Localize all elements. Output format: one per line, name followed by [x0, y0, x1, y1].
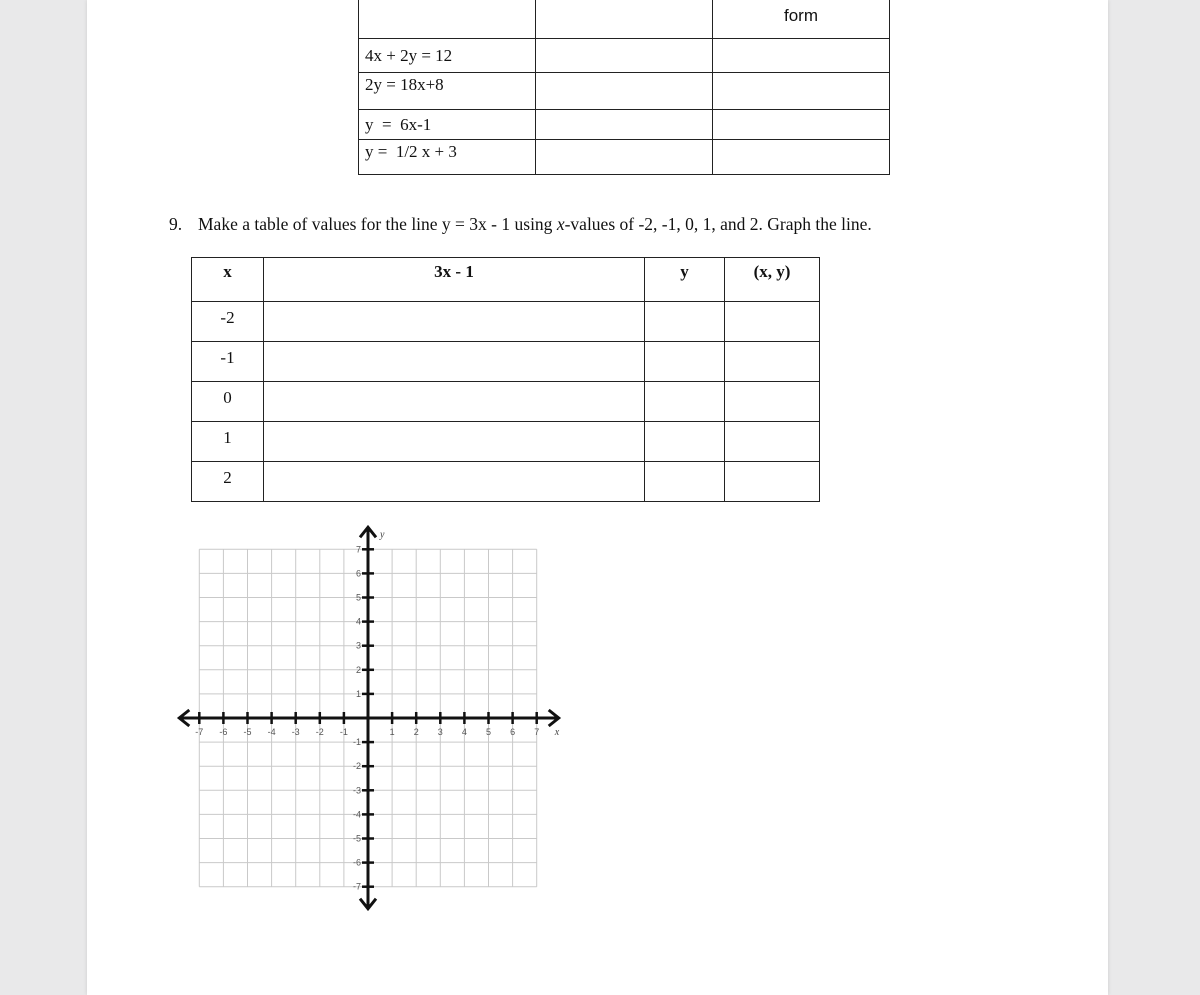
y-tick-label: -1: [352, 737, 361, 748]
y-tick-label: 4: [355, 616, 361, 627]
x-tick-label: -4: [267, 727, 276, 737]
x-value-cell: 0: [192, 382, 264, 422]
table-row: [359, 140, 890, 175]
y-tick-label: 5: [355, 592, 361, 603]
y-tick-label: -7: [352, 881, 361, 892]
coordinate-plane-svg: [197, 520, 597, 915]
answer-cell: [264, 382, 645, 422]
x-axis-label: x: [554, 727, 560, 738]
equation-cell: 4x + 2y = 12: [359, 39, 536, 73]
answer-cell: [264, 342, 645, 382]
table-row: [359, 39, 890, 73]
answer-cell: [645, 302, 725, 342]
answer-cell: [645, 462, 725, 502]
y-tick-label: -3: [352, 785, 361, 796]
table-row: [192, 342, 820, 382]
x-value-cell: 2: [192, 462, 264, 502]
x-tick-label: -7: [195, 727, 204, 737]
y-tick-label: 1: [355, 688, 361, 699]
y-tick-label: -5: [352, 833, 361, 844]
equation-cell: y = 6x-1: [359, 110, 536, 140]
table-row: [192, 422, 820, 462]
answer-cell: [725, 422, 820, 462]
header-y: y: [645, 258, 725, 302]
x-tick-label: -2: [315, 727, 324, 737]
x-tick-label: 5: [485, 727, 492, 737]
x-tick-label: 1: [389, 727, 395, 737]
equation-cell: y = 1/2 x + 3: [359, 140, 536, 175]
table-cell: [713, 73, 890, 110]
table-cell: [536, 0, 713, 39]
x-tick-label: 4: [461, 727, 467, 737]
values-table: [191, 257, 820, 502]
table-header-row: [192, 258, 820, 302]
x-tick-label: -1: [339, 727, 348, 737]
x-tick-label: -6: [219, 727, 228, 737]
header-point: (x, y): [725, 258, 820, 302]
document-page: [87, 0, 1108, 995]
y-tick-label: -4: [352, 809, 361, 820]
x-tick-label: -5: [243, 727, 252, 737]
question-text-a: Make a table of values for the line y = 3x - 1 using: [198, 214, 557, 234]
y-tick-label: 2: [355, 664, 361, 675]
answer-cell: [725, 382, 820, 422]
y-tick-label: 7: [355, 544, 361, 555]
x-tick-label: -3: [291, 727, 300, 737]
x-tick-label: 2: [413, 727, 419, 737]
answer-cell: [645, 382, 725, 422]
table-cell: [536, 140, 713, 175]
answer-cell: [725, 462, 820, 502]
y-tick-label: 6: [355, 568, 361, 579]
answer-cell: [264, 302, 645, 342]
answer-cell: [264, 462, 645, 502]
question-9: [169, 214, 872, 235]
answer-cell: [645, 342, 725, 382]
question-number: 9.: [169, 214, 183, 234]
table-cell: [536, 110, 713, 140]
x-tick-label: 7: [534, 727, 540, 737]
answer-cell: [264, 422, 645, 462]
equation-cell: 2y = 18x+8: [359, 73, 536, 110]
answer-cell: [645, 422, 725, 462]
answer-cell: [725, 302, 820, 342]
header-x: x: [192, 258, 264, 302]
question-text-b: -values of -2, -1, 0, 1, and 2. Graph the line.: [564, 214, 872, 234]
y-axis-label: y: [380, 529, 385, 541]
y-tick-label: -2: [352, 761, 361, 772]
table-row: [192, 462, 820, 502]
y-tick-label: -6: [352, 857, 361, 868]
table-cell: [713, 39, 890, 73]
answer-cell: [725, 342, 820, 382]
table-header-form: form: [713, 0, 890, 39]
table-row: [359, 73, 890, 110]
x-tick-label: 6: [510, 727, 516, 737]
table-cell: [713, 140, 890, 175]
table-cell: [536, 73, 713, 110]
table-row: [192, 302, 820, 342]
equations-table: [358, 0, 890, 175]
coordinate-graph: [197, 520, 597, 920]
header-expression: 3x - 1: [264, 258, 645, 302]
x-value-cell: 1: [192, 422, 264, 462]
table-cell: [359, 0, 536, 39]
table-row: [359, 110, 890, 140]
table-row: [359, 0, 890, 39]
x-tick-label: 3: [437, 727, 443, 737]
table-cell: [713, 110, 890, 140]
x-value-cell: -2: [192, 302, 264, 342]
x-value-cell: -1: [192, 342, 264, 382]
table-cell: [536, 39, 713, 73]
y-tick-label: 3: [355, 640, 361, 651]
table-row: [192, 382, 820, 422]
question-text-var: x: [556, 214, 565, 234]
